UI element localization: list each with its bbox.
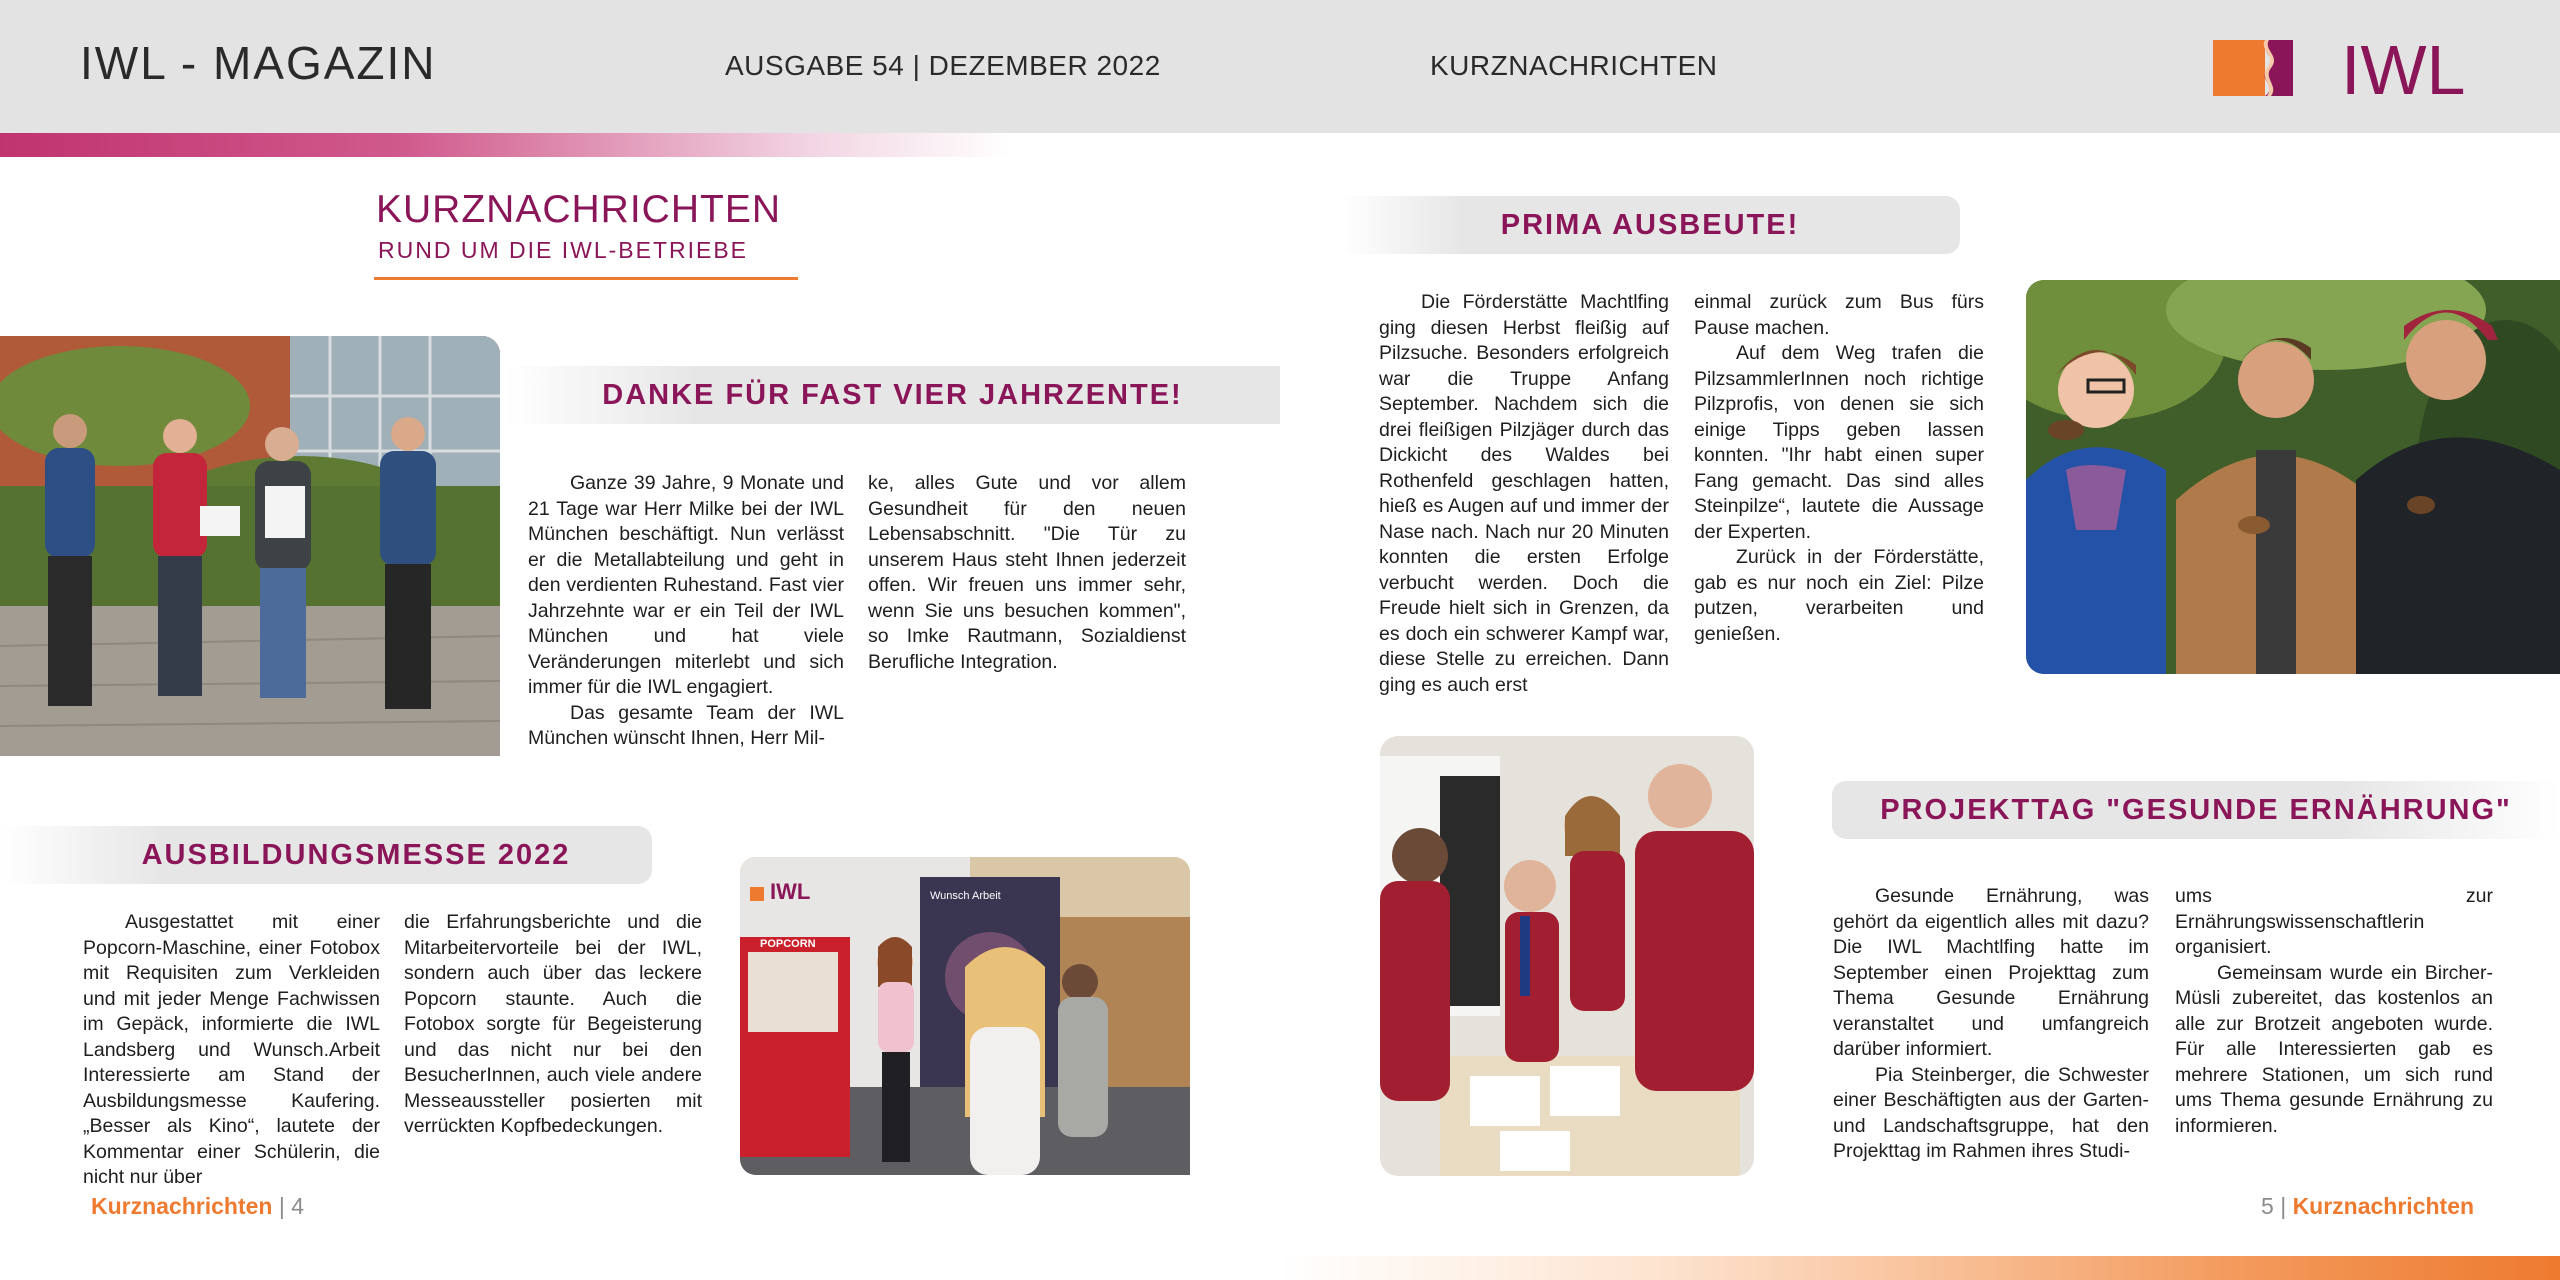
page-subtitle: RUND UM DIE IWL-BETRIEBE: [378, 237, 749, 263]
prima-text-col1: [1379, 290, 1669, 698]
paragraph: Ausgestattet mit einer Popcorn-Maschine, einer Fotobox mit Requisiten zum Verkleiden und mit jeder Menge Fachwissen im Gepäck, informierte die IWL Landsberg und Wunsch.Arbeit Interessierte am Stand der Ausbildungsmesse Kaufering. „Besser als Kino“, lautete der Kommentar einer Schülerin, die nicht nur über: [83, 911, 380, 1188]
footer-separator: |: [278, 1193, 285, 1219]
footer-left: [91, 1193, 304, 1220]
paragraph: Die Förderstätte Machtlfing ging diesen Herbst fleißig auf Pilzsuche. Besonders erfolgreich war die Truppe Anfang September. Nachdem sich die drei fleißigen Pilzjäger durch das Dickicht des Waldes bei Rothenfeld geschlagen hatten, hieß es Augen auf und immer der Nase nach. Nach nur 20 Minuten konnten die ersten Erfolge verbucht werden. Doch die Freude hielt sich in Grenzen, da es doch ein schwerer Kampf war, diese Stelle zu erreichen. Dann ging es auch erst: [1379, 291, 1669, 696]
paragraph: Pia Steinberger, die Schwester einer Beschäftigten aus der Garten- und Landschaftsgruppe, hat den Projekttag im Rahmen ihres Studi-: [1833, 1063, 2149, 1162]
title-underline: [374, 277, 798, 280]
projekt-text-col2: [2175, 884, 2493, 1139]
issue-label: AUSGABE 54 | DEZEMBER 2022: [725, 50, 1161, 81]
logo-text: IWL: [2341, 36, 2466, 100]
popcorn-sign: POPCORN: [760, 938, 816, 950]
mushroom-pickers-photo: [2026, 280, 2560, 674]
paragraph: Zurück in der Förderstätte, gab es nur noch ein Ziel: Pilze putzen, verarbeiten und genießen.: [1694, 546, 1984, 645]
article-heading-projekttag: PROJEKTTAG "GESUNDE ERNÄHRUNG": [1832, 781, 2560, 839]
footer-section: Kurznachrichten: [91, 1193, 273, 1219]
paragraph: Gesunde Ernährung, was gehört da eigentlich alles mit dazu? Die IWL Machtlfing hatte im September einen Projekttag zum Thema Gesunde Ernährung veranstaltet und umfangreich darüber informiert.: [1833, 885, 2149, 1060]
danke-text-col1: [528, 471, 844, 752]
paragraph: Auf dem Weg trafen die PilzsammlerInnen noch richtige Pilzprofis, von denen sie sich einige Tipps geben lassen konnten. "Ihr habt einen super Fang gemacht. Das sind alles Steinpilze“, lautete die Aussage der Experten.: [1694, 342, 1984, 543]
paragraph: ke, alles Gute und vor allem Gesundheit für den neuen Lebensabschnitt. "Die Tür zu unserem Haus steht Ihnen jederzeit offen. Wir freuen uns immer sehr, wenn Sie uns besuchen kommen", so Imke Rautmann, Sozialdienst Berufliche Integration.: [868, 472, 1186, 673]
footer-page-number: 4: [291, 1193, 305, 1219]
messe-text-col2: [404, 910, 702, 1140]
fair-stand-photo: [740, 857, 1190, 1175]
projekt-text-col1: [1833, 884, 2149, 1165]
paragraph: die Erfahrungsberichte und die Mitarbeitervorteile bei der IWL, sondern auch über das leckere Popcorn staunte. Auch die Fotobox sorgte für Begeisterung und das nicht nur bei den BesucherInnen, auch viele andere Messeaussteller posierten mit verrückten Kopfbedeckungen.: [404, 911, 702, 1137]
article-heading-ausbildungsmesse: AUSBILDUNGSMESSE 2022: [0, 826, 652, 884]
magazine-title: IWL - MAGAZIN: [80, 37, 437, 89]
footer-gradient-bar: [1280, 1256, 2560, 1280]
article-heading-danke: DANKE FÜR FAST VIER JAHRZENTE!: [505, 366, 1280, 424]
messe-text-col1: [83, 910, 380, 1191]
team-photo: [0, 336, 500, 756]
paragraph: einmal zurück zum Bus fürs Pause machen.: [1694, 291, 1984, 339]
iwl-logo: [2213, 36, 2478, 100]
footer-page-number: 5: [2261, 1193, 2274, 1219]
section-label: KURZNACHRICHTEN: [1430, 50, 1718, 81]
paragraph: Ganze 39 Jahre, 9 Monate und 21 Tage war Herr Milke bei der IWL München beschäftigt. Nun verlässt er die Metallabteilung und geht in den verdienten Ruhestand. Fast vier Jahrzehnte war er ein Teil der IWL München und hat viele Veränderungen miterlebt und sich immer für die IWL engagiert.: [528, 472, 844, 698]
footer-right: [2261, 1193, 2474, 1220]
footer-separator: |: [2280, 1193, 2287, 1219]
fair-sign-iwl: IWL: [770, 879, 811, 904]
page-title: KURZNACHRICHTEN: [376, 188, 781, 231]
header-gradient-bar: [0, 133, 1010, 157]
paragraph: ums zur Ernährungswissenschaftlerin organisiert.: [2175, 885, 2493, 958]
prima-text-col2: [1694, 290, 1984, 647]
danke-text-col2: [868, 471, 1186, 675]
article-heading-prima: PRIMA AUSBEUTE!: [1340, 196, 1960, 254]
paragraph: Gemeinsam wurde ein Bircher-Müsli zubereitet, das kostenlos an alle zur Brotzeit angeboten wurde. Für alle Interessierten gab es mehrere Stationen, um sich rund ums Thema gesunde Ernährung zu informieren.: [2175, 961, 2493, 1137]
footer-section: Kurznachrichten: [2292, 1193, 2475, 1219]
workshop-photo: [1380, 736, 1754, 1176]
fair-sign-wunsch: Wunsch Arbeit: [930, 890, 1001, 902]
paragraph: Das gesamte Team der IWL München wünscht Ihnen, Herr Mil-: [528, 701, 844, 749]
